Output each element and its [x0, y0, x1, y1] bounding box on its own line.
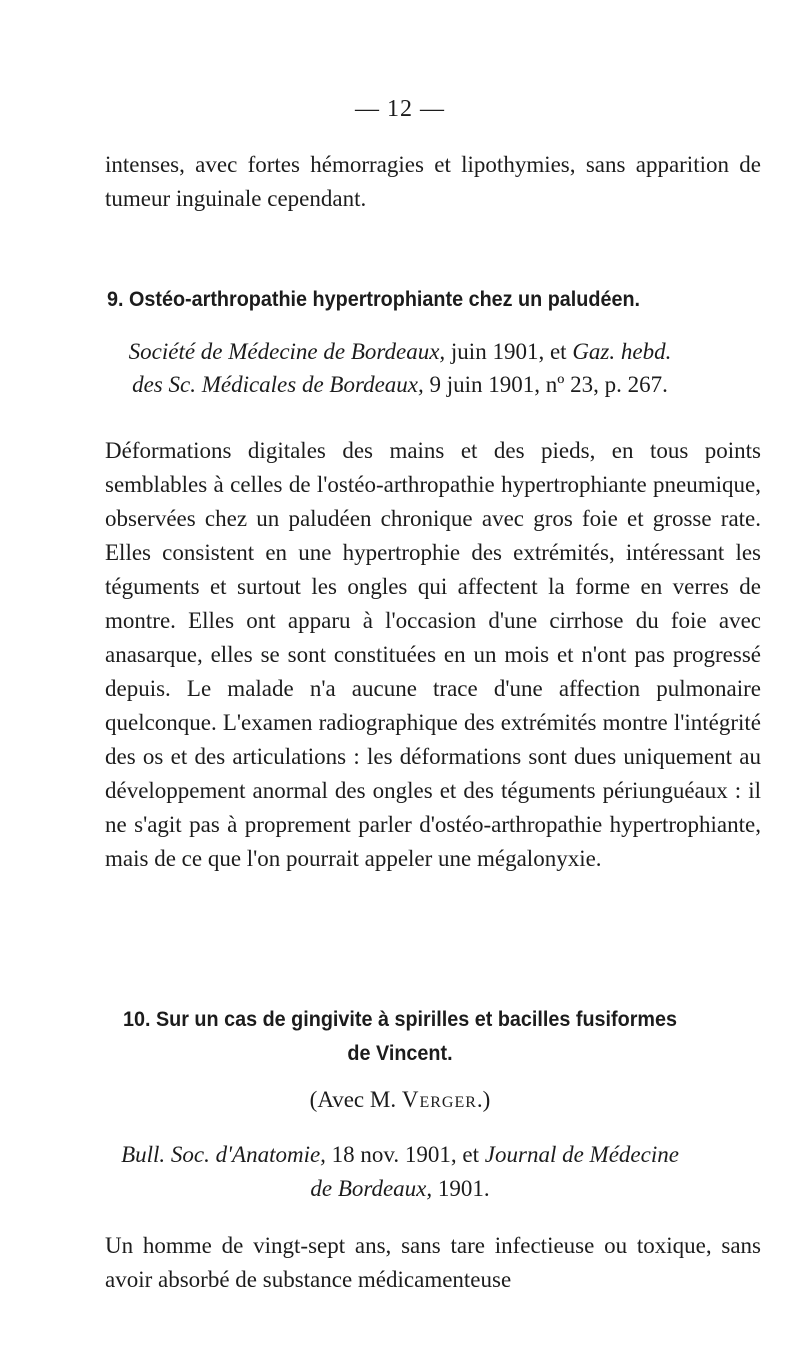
coauthor-prefix: (Avec M.: [309, 1087, 402, 1112]
journal-title: Bull. Soc. d'Anatomie,: [121, 1142, 326, 1167]
journal-title: Société de Médecine de Bordeaux,: [128, 339, 446, 364]
reference-date: 18 nov. 1901, et: [325, 1142, 485, 1167]
section-10-body: Un homme de vingt-sept ans, sans tare infectieuse ou toxique, sans avoir absorbé de substance médicamenteuse: [105, 1233, 761, 1292]
section-10-reference-line-2: [0, 1172, 800, 1205]
section-9-reference-line-2: [0, 368, 800, 401]
section-10-reference-line-1: [0, 1138, 800, 1171]
page-number: — 12 —: [355, 96, 445, 122]
journal-title: des Sc. Médicales de Bordeaux,: [132, 372, 424, 397]
coauthor-line: [0, 1083, 800, 1116]
coauthor-suffix: .): [476, 1087, 491, 1112]
section-10-heading-line-2: de Vincent.: [347, 1041, 453, 1065]
section-9-heading: 9. Ostéo-arthropathie hypertrophiante chez un paludéen.: [107, 287, 641, 311]
section-9-reference-line-1: [0, 335, 800, 368]
section-10-heading-line-1: 10. Sur un cas de gingivite à spirilles et bacilles fusiformes: [122, 1007, 678, 1031]
coauthor-name: Verger: [401, 1087, 477, 1112]
journal-title: Gaz. hebd.: [572, 339, 672, 364]
journal-title: de Bordeaux,: [310, 1176, 433, 1201]
reference-date: juin 1901, et: [445, 339, 573, 364]
reference-year: 1901.: [432, 1176, 490, 1201]
journal-title: Journal de Médecine: [484, 1142, 679, 1167]
intro-paragraph: intenses, avec fortes hémorragies et lipothymies, sans apparition de tumeur inguinale cependant.: [105, 152, 761, 211]
reference-issue: 9 juin 1901, nº 23, p. 267.: [423, 372, 668, 397]
section-9-body: Déformations digitales des mains et des pieds, en tous points semblables à celles de l'ostéo-arthropathie hypertrophiante pneumique, observées chez un paludéen chronique avec gros foie et grosse rate. Elles consistent en une hypertrophie des extrémités, intéressant les téguments et surtout les ongles qui affectent la forme en verres de montre. Elles ont apparu à l'occasion d'une cirrhose du foie avec anasarque, elles se sont constituées en un mois et n'ont pas progressé depuis. Le malade n'a aucune trace d'une affection pulmonaire quelconque. L'examen radiographique des extrémités montre l'intégrité des os et des articulations : les déformations sont dues uniquement au développement anormal des ongles et des téguments périunguéaux : il ne s'agit pas à proprement parler d'ostéo-arthropathie hypertrophiante, mais de ce que l'on pourrait appeler une mégalonyxie.: [105, 438, 761, 871]
